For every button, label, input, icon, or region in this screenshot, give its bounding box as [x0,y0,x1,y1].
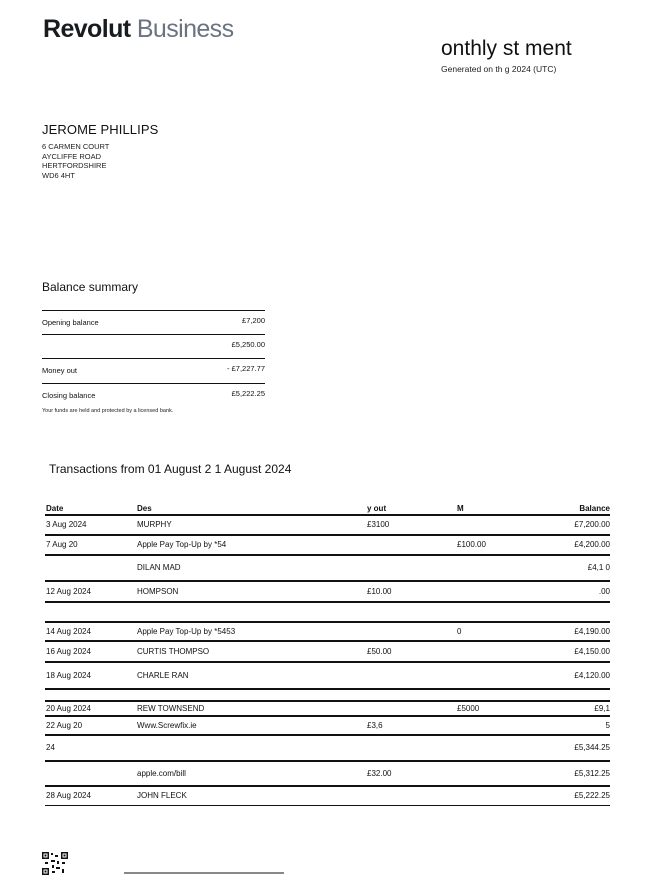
transaction-date: 20 Aug 2024 [46,704,91,713]
balance-row [42,310,265,335]
transaction-description: Apple Pay Top-Up by *5453 [137,627,236,636]
transaction-balance: £5,312.25 [574,769,610,778]
header-money-in: M [457,504,464,513]
transaction-row [45,787,610,806]
transaction-row [45,536,610,556]
transactions-table [45,500,610,806]
funds-protection-note: Your funds are held and protected by a licensed bank. [42,408,174,414]
transaction-row [45,717,610,736]
transaction-description: CURTIS THOMPSO [137,647,210,656]
transaction-money-out: £3100 [367,520,390,529]
transaction-money-out: £10.00 [367,587,392,596]
transaction-money-out: £32.00 [367,769,392,778]
header-description: Des [137,504,152,513]
balance-value: £5,250.00 [231,339,265,349]
transaction-description: REW TOWNSEND [137,704,205,713]
transaction-balance: £4,120.00 [574,671,610,680]
balance-label: Closing balance [42,390,96,400]
address-line: WD6 4HT [42,170,75,180]
balance-row [42,335,265,360]
transaction-description: CHARLE RAN [137,671,189,680]
transaction-row [45,663,610,690]
address-line: 6 CARMEN COURT [42,142,110,151]
transaction-row [45,736,610,762]
transaction-date: 12 Aug 2024 [46,587,91,596]
balance-value: - £7,227.77 [227,364,265,373]
transaction-balance: £4,190.00 [574,627,610,636]
header-money-out: y out [367,504,387,513]
transaction-row [45,690,610,702]
transaction-row [45,556,610,582]
logo-brand: Revolut [43,15,131,43]
transaction-row [45,642,610,663]
transaction-row [45,702,610,717]
transaction-balance: £5,222.25 [574,791,610,800]
transaction-description: MURPHY [137,520,172,529]
transaction-money-in: 0 [457,627,462,636]
header-date: Date [46,504,64,513]
transaction-balance: £4,200.00 [574,540,610,549]
logo-suffix: Business [130,15,234,43]
transaction-balance: £9,1 [594,704,610,713]
transaction-row [45,582,610,603]
customer-address [42,142,109,180]
transaction-date: 7 Aug 20 [46,540,78,549]
balance-row [42,384,265,409]
transaction-date: 24 [46,743,55,752]
transaction-row [45,603,610,623]
transaction-date: 14 Aug 2024 [46,627,91,636]
balance-label: Opening balance [42,318,99,327]
transactions-title: Transactions from 01 August 2 1 August 2024 [49,462,292,476]
transaction-row [45,516,610,536]
balance-row [42,359,265,384]
transaction-balance: £4,150.00 [574,647,610,656]
balance-summary-title: Balance summary [42,280,139,294]
transaction-description: DILAN MAD [137,563,181,572]
qr-code-icon [42,852,68,875]
header-balance: Balance [579,504,610,513]
transaction-money-in: £100.00 [457,540,486,549]
balance-summary-table [42,310,265,408]
transaction-description: JOHN FLECK [137,791,187,800]
transaction-balance: .00 [598,587,610,596]
transaction-balance: £4,1 0 [587,563,610,572]
transaction-money-in: £5000 [457,704,480,713]
balance-value: £5,222.25 [231,388,265,398]
customer-name: JEROME PHILLIPS [42,122,159,137]
transaction-date: 16 Aug 2024 [46,647,91,656]
transaction-row [45,762,610,787]
transaction-description: Www.Screwfix.ie [137,721,197,730]
statement-title: onthly st ment [441,37,572,60]
transaction-balance: 5 [605,721,610,730]
transaction-money-out: £3,6 [367,721,383,730]
transaction-date: 22 Aug 20 [46,721,83,730]
transaction-description: HOMPSON [137,587,179,596]
transaction-date: 18 Aug 2024 [46,671,91,680]
transactions-header [45,500,610,516]
transaction-balance: £7,200.00 [574,520,610,529]
transaction-row [45,623,610,642]
balance-value: £7,200 [242,316,265,325]
transaction-money-out: £50.00 [367,647,392,656]
statement-generated: Generated on th g 2024 (UTC) [441,64,557,74]
revolut-business-logo [43,15,233,44]
address-line: HERTFORDSHIRE [42,161,107,171]
transaction-balance: £5,344.25 [574,743,610,752]
transaction-description: apple.com/bill [137,769,186,778]
transaction-date: 3 Aug 2024 [46,520,87,529]
footer-divider [124,872,284,874]
address-line: AYCLIFFE ROAD [42,151,102,161]
transaction-date: 28 Aug 2024 [46,791,91,800]
balance-label: Money out [42,366,78,375]
transaction-description: Apple Pay Top-Up by *54 [137,540,227,549]
